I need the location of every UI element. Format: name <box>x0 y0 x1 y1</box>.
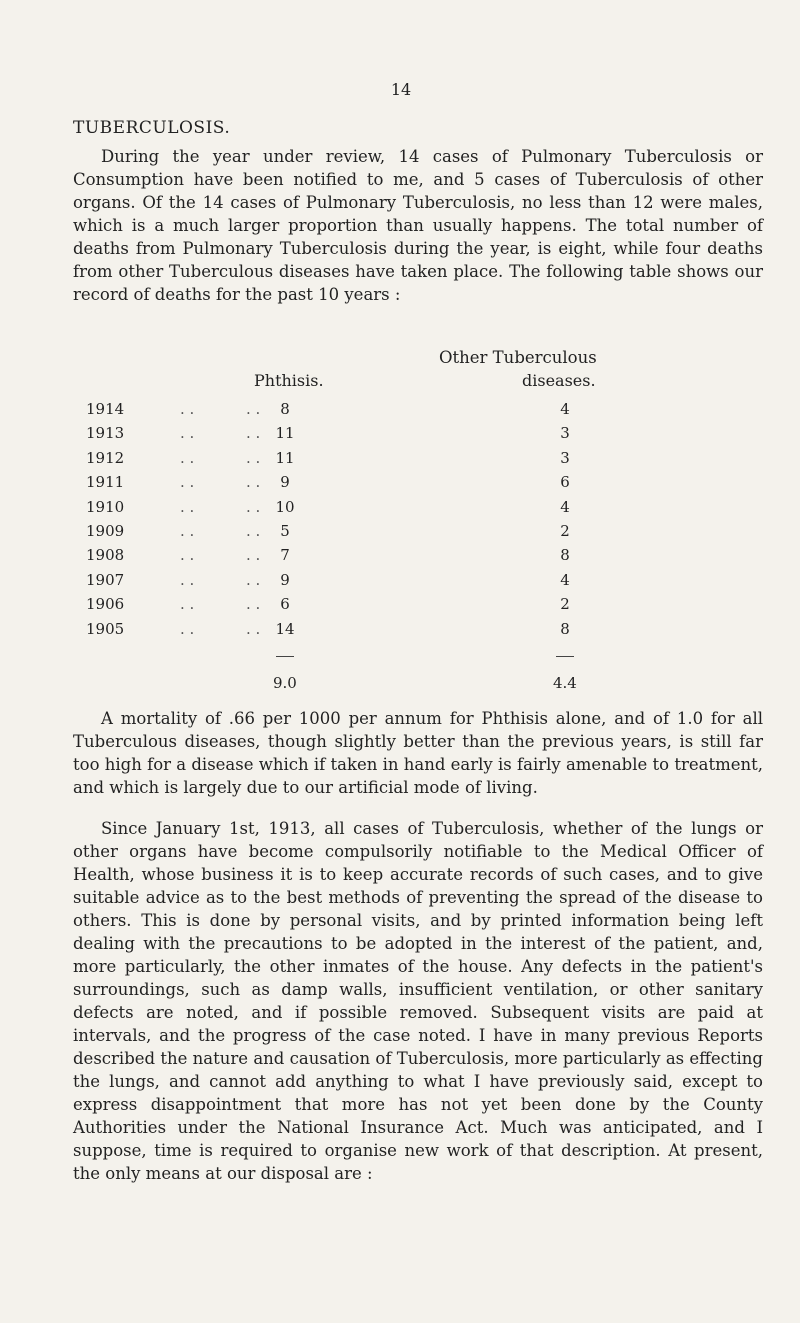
other-diseases-cell: 4 <box>560 400 570 418</box>
table-row <box>0 473 800 497</box>
year-cell: 1905 <box>86 619 125 638</box>
header-other-tuberculous: Other Tuberculous <box>439 348 597 367</box>
leader-dots: . . <box>180 595 195 614</box>
phthisis-cell: 9 <box>280 473 290 492</box>
paragraph-mortality: A mortality of .66 per 1000 per annum for Phthisis alone, and of 1.0 for all Tuberculous diseases, though slightly better than the previous years, is still far too high for a disease which if taken in hand early is fairly amenable to treatment, and which is largely due to our artificial mode of living. <box>73 709 763 797</box>
phthisis-cell: 6 <box>280 595 290 614</box>
year-cell: 1909 <box>86 522 125 540</box>
other-diseases-cell: 3 <box>560 424 570 443</box>
table-row <box>0 498 800 522</box>
year-cell: 1911 <box>86 473 125 492</box>
table-row <box>0 522 800 546</box>
table-row <box>0 449 800 473</box>
header-diseases: diseases. <box>522 371 596 390</box>
average-phthisis: 9.0 <box>273 674 297 692</box>
year-cell: 1914 <box>86 400 125 418</box>
other-diseases-cell: 4 <box>560 497 570 516</box>
year-cell: 1907 <box>86 570 125 589</box>
table-row <box>0 571 800 595</box>
table-row <box>0 546 800 570</box>
leader-dots: . . <box>180 400 195 418</box>
leader-dots: . . <box>180 546 195 565</box>
leader-dots: . . <box>246 595 261 614</box>
leader-dots: . . <box>180 448 195 467</box>
phthisis-cell: 5 <box>280 522 290 540</box>
sum-rule <box>276 656 294 657</box>
phthisis-cell: 9 <box>280 570 290 589</box>
year-cell: 1913 <box>86 424 125 443</box>
table-row <box>0 620 800 644</box>
other-diseases-cell: 4 <box>560 570 570 589</box>
phthisis-cell: 11 <box>275 448 295 467</box>
leader-dots: . . <box>180 473 195 492</box>
leader-dots: . . <box>246 497 261 516</box>
header-phthisis: Phthisis. <box>254 371 324 390</box>
phthisis-cell: 10 <box>275 497 295 516</box>
other-diseases-cell: 2 <box>560 595 570 614</box>
leader-dots: . . <box>246 400 261 418</box>
leader-dots: . . <box>246 546 261 565</box>
leader-dots: . . <box>246 448 261 467</box>
year-cell: 1906 <box>86 595 125 614</box>
leader-dots: . . <box>246 619 261 638</box>
year-cell: 1912 <box>86 448 125 467</box>
leader-dots: . . <box>180 424 195 443</box>
phthisis-cell: 11 <box>275 424 295 443</box>
other-diseases-cell: 8 <box>560 546 570 565</box>
leader-dots: . . <box>246 473 261 492</box>
leader-dots: . . <box>180 497 195 516</box>
average-other: 4.4 <box>553 674 577 692</box>
leader-dots: . . <box>246 522 261 540</box>
phthisis-cell: 14 <box>275 619 295 638</box>
year-cell: 1908 <box>86 546 125 565</box>
phthisis-cell: 7 <box>280 546 290 565</box>
leader-dots: . . <box>246 570 261 589</box>
sum-rule <box>556 656 574 657</box>
table-row <box>0 400 800 424</box>
leader-dots: . . <box>180 570 195 589</box>
other-diseases-cell: 6 <box>560 473 570 492</box>
other-diseases-cell: 3 <box>560 448 570 467</box>
table-row <box>0 595 800 619</box>
leader-dots: . . <box>180 522 195 540</box>
paragraph-notification: Since January 1st, 1913, all cases of Tuberculosis, whether of the lungs or other organs have become compulsorily notifiable to the Medical Officer of Health, whose business it is to keep accurate records of such cases, and to give suitable advice as to the best methods of preventing the spread of the disease to others. This is done by personal visits, and by printed information being left dealing with the precautions to be adopted in the interest of the patient, and, more particularly, the other inmates of the house. Any defects in the patient's surroundings, such as damp walls, insufficient ventilation, or other sanitary defects are noted, and if possible removed. Subsequent visits are paid at intervals, and the progress of the case noted. I have in many previous Reports described the nature and causation of Tuberculosis, more particularly as effecting the lungs, and cannot add anything to what I have previously said, except to express disappointment that more has not yet been done by the County Authorities under the National Insurance Act. Much was anticipated, and I suppose, time is required to organise new work of that description. At present, the only means at our disposal are : <box>73 819 763 1183</box>
section-heading: TUBERCULOSIS. <box>73 118 231 138</box>
leader-dots: . . <box>246 424 261 443</box>
other-diseases-cell: 8 <box>560 619 570 638</box>
other-diseases-cell: 2 <box>560 522 570 540</box>
leader-dots: . . <box>180 619 195 638</box>
year-cell: 1910 <box>86 497 125 516</box>
phthisis-cell: 8 <box>280 400 290 418</box>
page-number: 14 <box>390 80 412 99</box>
table-row <box>0 424 800 448</box>
paragraph-intro: During the year under review, 14 cases of Pulmonary Tuberculosis or Consumption have been notified to me, and 5 cases of Tuberculosis of other organs. Of the 14 cases of Pulmonary Tuberculosis, no less than 12 were males, which is a much larger proportion than usually happens. The total number of deaths from Pulmonary Tuberculosis during the year, is eight, while four deaths from other Tuberculous diseases have taken place. The following table shows our record of deaths for the past 10 years : <box>73 147 763 304</box>
